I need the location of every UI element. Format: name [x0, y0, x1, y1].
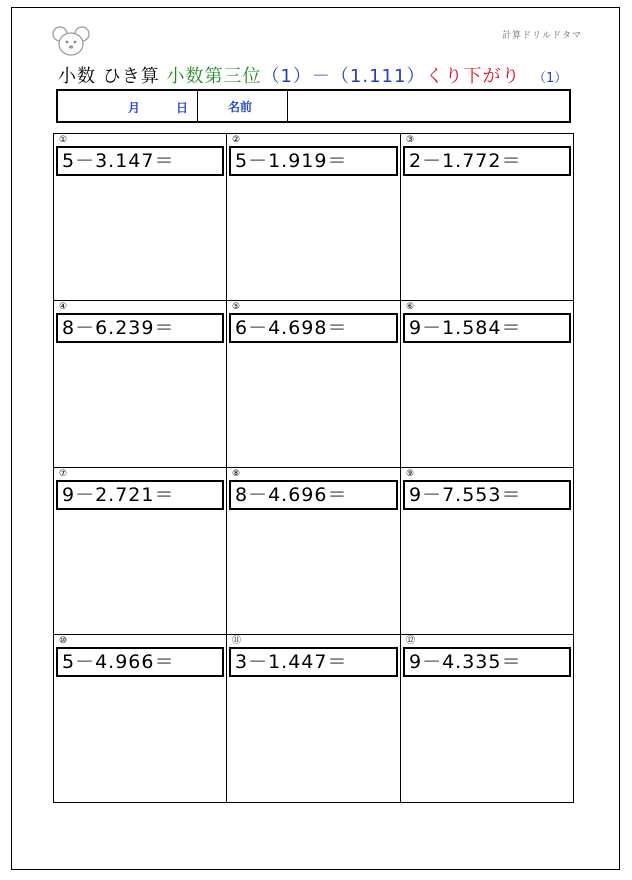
problem-number: ⑪ [232, 636, 242, 646]
title-type: くり下がり [425, 66, 521, 87]
problem-expression: 9－2.721＝ [56, 480, 224, 510]
problem-number: ④ [59, 302, 68, 312]
title-topic: 小数 ひき算 [58, 66, 160, 87]
problem-cell [227, 468, 401, 635]
problem-cell [54, 134, 227, 301]
problem-number: ⑩ [59, 636, 68, 646]
problem-number: ⑧ [232, 469, 241, 479]
problem-cell [227, 635, 401, 802]
problem-expression: 5－4.966＝ [56, 647, 224, 677]
problem-cell [227, 301, 401, 468]
problem-number: ⑤ [232, 302, 241, 312]
problem-cell [54, 468, 227, 635]
day-label: 日 [176, 101, 189, 115]
problem-cell [401, 468, 573, 635]
date-field[interactable] [58, 91, 198, 121]
name-field[interactable] [288, 91, 569, 121]
problem-expression: 5－3.147＝ [56, 146, 224, 176]
problem-cell [401, 635, 573, 802]
problem-grid [53, 133, 574, 803]
site-name: 計算ドリルドタマ [502, 31, 583, 41]
month-label: 月 [128, 101, 141, 115]
problem-cell [401, 301, 573, 468]
problem-number: ② [232, 135, 241, 145]
name-label: 名前 [198, 91, 288, 121]
problem-expression: 8－4.696＝ [229, 480, 398, 510]
problem-expression: 2－1.772＝ [403, 146, 571, 176]
worksheet-title [58, 62, 520, 88]
problem-expression: 9－1.584＝ [403, 313, 571, 343]
problem-expression: 5－1.919＝ [229, 146, 398, 176]
title-range: （1）－（1.111） [261, 66, 426, 87]
problem-cell [54, 301, 227, 468]
name-date-box [56, 89, 571, 123]
problem-number: ⑨ [406, 469, 415, 479]
problem-cell [401, 134, 573, 301]
title-level: 小数第三位 [166, 66, 262, 87]
problem-number: ① [59, 135, 68, 145]
mouse-logo-icon [52, 25, 90, 57]
problem-expression: 8－6.239＝ [56, 313, 224, 343]
problem-number: ③ [406, 135, 415, 145]
problem-number: ⑫ [406, 636, 416, 646]
problem-expression: 3－1.447＝ [229, 647, 398, 677]
problem-number: ⑦ [59, 469, 68, 479]
problem-expression: 6－4.698＝ [229, 313, 398, 343]
problem-cell [54, 635, 227, 802]
page-number: （1） [533, 71, 568, 86]
problem-expression: 9－4.335＝ [403, 647, 571, 677]
problem-cell [227, 134, 401, 301]
problem-number: ⑥ [406, 302, 415, 312]
problem-expression: 9－7.553＝ [403, 480, 571, 510]
